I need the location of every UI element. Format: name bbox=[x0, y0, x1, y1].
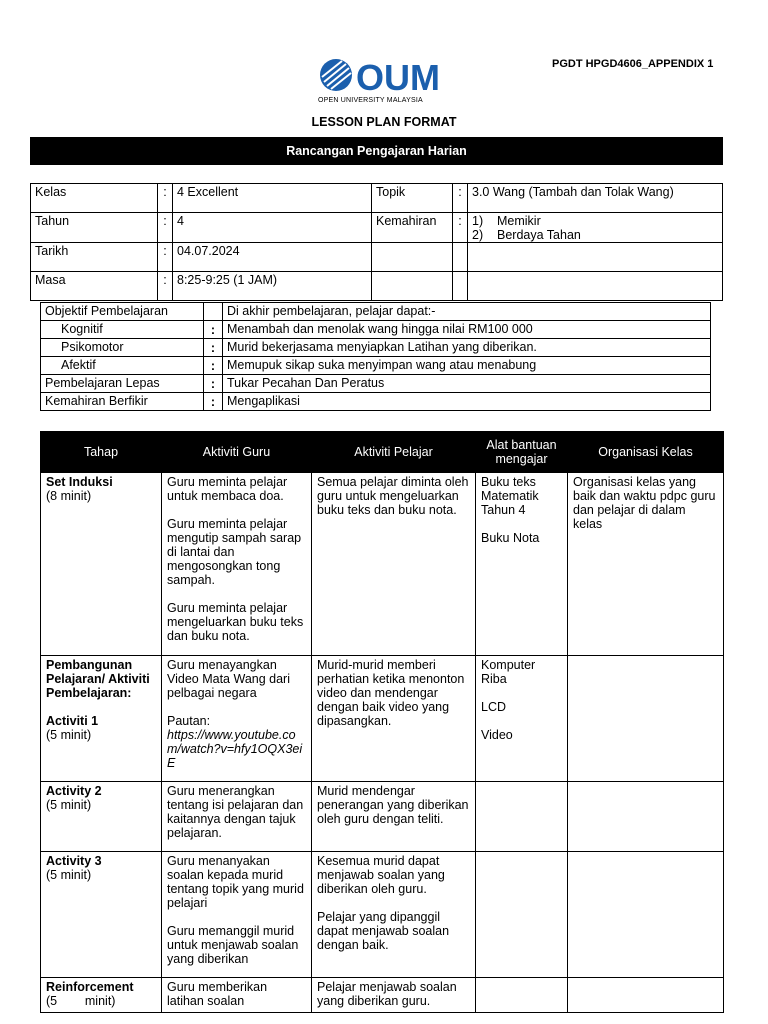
alat-text: LCD bbox=[481, 700, 507, 714]
afektif-value: Memupuk sikap suka menyimpan wang atau menabung bbox=[223, 357, 711, 375]
pelajar-cell: Murid-murid memberi perhatian ketika menonton video dan mendengar dengan baik video yang dipasangkan. bbox=[312, 656, 476, 782]
header-alat-bantuan: Alat bantuan mengajar bbox=[476, 432, 568, 473]
pelajar-text: Pelajar yang dipanggil dapat menjawab soalan dengan baik. bbox=[317, 910, 450, 952]
kemahiran-label: Kemahiran bbox=[372, 213, 453, 243]
stage-title: Pembangunan Pelajaran/ Aktiviti Pembelajaran: bbox=[46, 658, 150, 700]
alat-text: Buku teks Matematik Tahun 4 bbox=[481, 475, 539, 517]
table-row bbox=[41, 375, 711, 393]
stage-cell bbox=[41, 656, 162, 782]
guru-cell bbox=[162, 656, 312, 782]
objectives-table bbox=[40, 302, 711, 411]
alat-cell bbox=[476, 656, 568, 782]
colon: : bbox=[204, 375, 223, 393]
stage-cell bbox=[41, 782, 162, 852]
guru-cell: Guru menerangkan tentang isi pelajaran dan kaitannya dengan tajuk pelajaran. bbox=[162, 782, 312, 852]
stage-time: (5 minit) bbox=[46, 994, 116, 1008]
table-row bbox=[41, 393, 711, 411]
organisasi-cell bbox=[568, 852, 724, 978]
objektif-label: Objektif Pembelajaran bbox=[41, 303, 204, 321]
alat-cell bbox=[476, 782, 568, 852]
guru-text: Pautan: bbox=[167, 714, 211, 728]
header-aktiviti-pelajar: Aktiviti Pelajar bbox=[312, 432, 476, 473]
colon: : bbox=[204, 357, 223, 375]
stage-title: Set Induksi bbox=[46, 475, 113, 489]
table-row bbox=[31, 184, 723, 213]
kelas-value: 4 Excellent bbox=[173, 184, 372, 213]
guru-text: Guru menanyakan soalan kepada murid tentang topik yang murid pelajari bbox=[167, 854, 304, 910]
stage-time: (5 minit) bbox=[46, 868, 92, 882]
table-row bbox=[31, 243, 723, 272]
psikomotor-label: Psikomotor bbox=[41, 339, 204, 357]
table-row bbox=[31, 213, 723, 243]
colon: : bbox=[204, 393, 223, 411]
alat-cell bbox=[476, 473, 568, 656]
lesson-plan-table bbox=[40, 431, 724, 1013]
header-aktiviti-guru: Aktiviti Guru bbox=[162, 432, 312, 473]
stage-time: (5 minit) bbox=[46, 728, 92, 742]
guru-cell bbox=[162, 852, 312, 978]
stage-cell bbox=[41, 473, 162, 656]
kemahiran-item: 1) Memikir bbox=[472, 214, 541, 228]
table-row bbox=[41, 321, 711, 339]
table-row bbox=[41, 473, 724, 656]
guru-text: Guru menayangkan Video Mata Wang dari pelbagai negara bbox=[167, 658, 290, 700]
stage-title: Activiti 1 bbox=[46, 714, 99, 728]
oum-logo-icon bbox=[318, 58, 453, 96]
alat-cell bbox=[476, 978, 568, 1013]
guru-cell bbox=[162, 473, 312, 656]
stage-time: (8 minit) bbox=[46, 489, 92, 503]
logo-wordmark: OUM bbox=[356, 58, 440, 96]
afektif-label: Afektif bbox=[41, 357, 204, 375]
alat-cell bbox=[476, 852, 568, 978]
guru-text: Guru meminta pelajar mengeluarkan buku teks dan buku nota. bbox=[167, 601, 304, 643]
guru-text: Guru meminta pelajar mengutip sampah sarap di lantai dan mengosongkan tong sampah. bbox=[167, 517, 302, 587]
organisasi-cell bbox=[568, 782, 724, 852]
lepas-label: Pembelajaran Lepas bbox=[41, 375, 204, 393]
colon: : bbox=[204, 339, 223, 357]
alat-text: Komputer Riba bbox=[481, 658, 536, 686]
youtube-link[interactable]: https://www.youtube.com/watch?v=hfy1OQX3eiE bbox=[167, 728, 303, 770]
table-row bbox=[31, 272, 723, 301]
stage-cell bbox=[41, 852, 162, 978]
kemahiran-item: 2) Berdaya Tahan bbox=[472, 228, 581, 242]
header-tahap: Tahap bbox=[41, 432, 162, 473]
guru-text: Guru memanggil murid untuk menjawab soalan yang diberikan bbox=[167, 924, 299, 966]
psikomotor-value: Murid bekerjasama menyiapkan Latihan yang diberikan. bbox=[223, 339, 711, 357]
guru-cell: Guru memberikan latihan soalan bbox=[162, 978, 312, 1013]
tarikh-label: Tarikh bbox=[31, 243, 158, 272]
colon: : bbox=[204, 321, 223, 339]
banner-title: Rancangan Pengajaran Harian bbox=[30, 137, 723, 165]
table-row bbox=[41, 656, 724, 782]
berfikir-label: Kemahiran Berfikir bbox=[41, 393, 204, 411]
pelajar-cell: Semua pelajar diminta oleh guru untuk mengeluarkan buku teks dan buku nota. bbox=[312, 473, 476, 656]
organisasi-cell: Organisasi kelas yang baik dan waktu pdpc guru dan pelajar di dalam kelas bbox=[568, 473, 724, 656]
kelas-label: Kelas bbox=[31, 184, 158, 213]
tarikh-value: 04.07.2024 bbox=[173, 243, 372, 272]
topik-label: Topik bbox=[372, 184, 453, 213]
pelajar-cell: Pelajar menjawab soalan yang diberikan guru. bbox=[312, 978, 476, 1013]
stage-title: Reinforcement bbox=[46, 980, 134, 994]
header-organisasi: Organisasi Kelas bbox=[568, 432, 724, 473]
pelajar-cell: Murid mendengar penerangan yang diberikan oleh guru dengan teliti. bbox=[312, 782, 476, 852]
alat-text: Buku Nota bbox=[481, 531, 540, 545]
stage-cell bbox=[41, 978, 162, 1013]
table-row bbox=[41, 357, 711, 375]
guru-text: Guru meminta pelajar untuk membaca doa. bbox=[167, 475, 288, 503]
lepas-value: Tukar Pecahan Dan Peratus bbox=[223, 375, 711, 393]
page-title: LESSON PLAN FORMAT bbox=[311, 115, 457, 129]
table-row bbox=[41, 978, 724, 1013]
masa-value: 8:25-9:25 (1 JAM) bbox=[173, 272, 372, 301]
organisasi-cell bbox=[568, 656, 724, 782]
alat-text: Video bbox=[481, 728, 513, 742]
pelajar-cell bbox=[312, 852, 476, 978]
berfikir-value: Mengaplikasi bbox=[223, 393, 711, 411]
colon: : bbox=[158, 213, 173, 243]
colon: : bbox=[158, 272, 173, 301]
colon: : bbox=[453, 184, 468, 213]
pelajar-text: Kesemua murid dapat menjawab soalan yang diberikan oleh guru. bbox=[317, 854, 445, 896]
table-header-row bbox=[41, 432, 724, 473]
masa-label: Masa bbox=[31, 272, 158, 301]
stage-title: Activity 2 bbox=[46, 784, 102, 798]
colon: : bbox=[453, 213, 468, 243]
table-row bbox=[41, 852, 724, 978]
kognitif-label: Kognitif bbox=[41, 321, 204, 339]
tahun-label: Tahun bbox=[31, 213, 158, 243]
table-row bbox=[41, 339, 711, 357]
tahun-value: 4 bbox=[173, 213, 372, 243]
document-code: PGDT HPGD4606_APPENDIX 1 bbox=[552, 58, 714, 70]
kognitif-value: Menambah dan menolak wang hingga nilai RM100 000 bbox=[223, 321, 711, 339]
oum-logo bbox=[318, 58, 453, 108]
colon: : bbox=[158, 243, 173, 272]
info-table bbox=[30, 183, 723, 301]
colon: : bbox=[158, 184, 173, 213]
logo-subtitle: OPEN UNIVERSITY MALAYSIA bbox=[318, 97, 423, 104]
stage-time: (5 minit) bbox=[46, 798, 92, 812]
topik-value: 3.0 Wang (Tambah dan Tolak Wang) bbox=[468, 184, 723, 213]
kemahiran-value bbox=[468, 213, 723, 243]
organisasi-cell bbox=[568, 978, 724, 1013]
stage-title: Activity 3 bbox=[46, 854, 102, 868]
table-row bbox=[41, 303, 711, 321]
table-row bbox=[41, 782, 724, 852]
objektif-value: Di akhir pembelajaran, pelajar dapat:- bbox=[223, 303, 711, 321]
